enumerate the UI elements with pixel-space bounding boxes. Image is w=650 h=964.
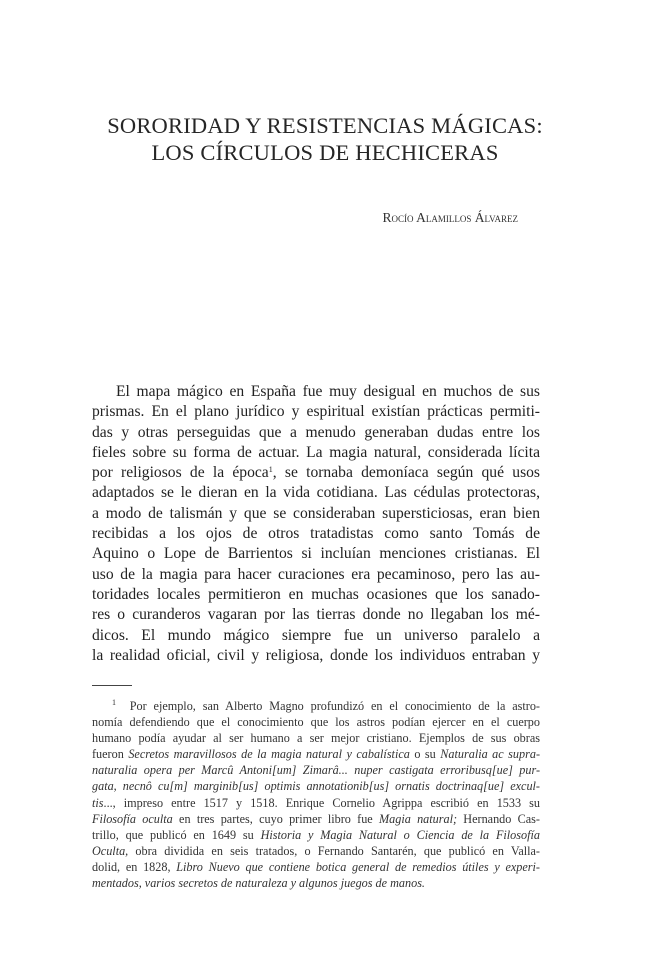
- book-title: Naturalia ac supra-: [440, 747, 541, 762]
- footnote-line: humano podía ayudar al ser humano a ser mejor cristiano. Ejemplos de sus obras: [92, 731, 540, 746]
- footnote-reference[interactable]: 1: [268, 465, 273, 475]
- footnote-line: [92, 795, 540, 811]
- footnote-divider: [92, 685, 132, 686]
- footnote: [92, 698, 540, 891]
- body-line: prismas. En el plano jurídico y espiritual existían prácticas permiti-: [92, 403, 540, 421]
- book-title: Filosofía oculta: [92, 811, 173, 826]
- footnote-line: [92, 762, 540, 778]
- book-title: Oculta,: [92, 843, 129, 858]
- body-line: toridades locales permitieron en muchas ocasiones que los sanado-: [92, 585, 540, 603]
- body-text: por religiosos de la época: [92, 464, 269, 482]
- footnote-line: [92, 778, 540, 794]
- footnote-line: [92, 859, 540, 875]
- footnote-text: Hernando Cas-: [457, 811, 540, 826]
- book-title: mentados, varios secretos de naturaleza y algunos juegos de manos.: [92, 876, 425, 891]
- body-text: , se tornaba demoníaca según qué usos: [272, 464, 540, 482]
- body-line: dicos. El mundo mágico siempre fue un universo paralelo a: [92, 626, 540, 644]
- body-paragraph: [92, 382, 540, 666]
- body-line: adaptados se le dieran en la vida cotidiana. Las cédulas protectoras,: [92, 484, 540, 502]
- body-line: fieles sobre su forma de actuar. La magia natural, considerada lícita: [92, 443, 540, 461]
- book-title: naturalia opera per Marcû Antoni[um] Zimarâ... nuper castigata erroribusq[ue] pur-: [92, 763, 540, 778]
- chapter-title-line-1: SORORIDAD Y RESISTENCIAS MÁGICAS:: [107, 113, 543, 138]
- footnote-line: [92, 811, 540, 827]
- book-title: Historia y Magia Natural o Ciencia de la Filosofía: [260, 827, 540, 842]
- body-line: Aquino o Lope de Barrientos si incluían menciones cristianas. El: [92, 545, 540, 563]
- body-line: res o curanderos vagaran por las tierras donde no llegaban los mé-: [92, 606, 540, 624]
- body-line: la realidad oficial, civil y religiosa, donde los individuos entraban y: [92, 646, 540, 664]
- footnote-text: en tres partes, cuyo primer libro fue: [172, 811, 379, 826]
- footnote-text: obra dividida en seis tratados, o Fernando Santarén, que publicó en Valla-: [128, 843, 540, 858]
- footnote-text: fueron: [92, 747, 129, 762]
- body-line: El mapa mágico en España fue muy desigual en muchos de sus: [116, 383, 540, 400]
- footnote-line: [92, 843, 540, 859]
- body-line: a modo de talismán y que se consideraban supersticiosas, eran bien: [92, 504, 540, 522]
- chapter-title: [90, 112, 560, 166]
- book-title: gata, necnô cu[m] marginib[us] optimis annotationib[us] ornatis doctrinaq[ue] excul-: [92, 779, 540, 794]
- footnote-line: [92, 875, 540, 891]
- footnote-line: [92, 746, 540, 762]
- footnote-line: [92, 827, 540, 843]
- footnote-text: Por ejemplo, san Alberto Magno profundizó en el conocimiento de la astro-: [129, 699, 540, 713]
- footnote-line: [92, 698, 540, 714]
- book-title: tis: [92, 795, 104, 810]
- body-line: [92, 463, 540, 483]
- book-title: Libro Nuevo que contiene botica general de remedios útiles y experi-: [176, 859, 540, 874]
- book-title: Secretos maravillosos de la magia natural y cabalística: [128, 747, 410, 762]
- footnote-text: o su: [409, 747, 441, 762]
- footnote-line: nomía defendiendo que el conocimiento que los astros podían ejercer en el cuerpo: [92, 715, 540, 730]
- footnote-text: ..., impreso entre 1517 y 1518. Enrique Cornelio Agrippa escribió en 1533 su: [103, 795, 540, 810]
- footnote-number: 1: [112, 698, 116, 707]
- author-name: Rocío Alamillos Álvarez: [382, 210, 518, 225]
- chapter-title-line-2: LOS CÍRCULOS DE HECHICERAS: [151, 140, 499, 165]
- footnote-text: trillo, que publicó en 1649 su: [92, 827, 261, 842]
- body-line: das y otras perseguidas que a menudo generaban dudas entre los: [92, 423, 540, 441]
- book-title: Magia natural;: [378, 811, 458, 826]
- body-line: uso de la magia para hacer curaciones era pecaminoso, pero las au-: [92, 565, 540, 583]
- footnote-text: dolid, en 1828,: [92, 859, 177, 874]
- body-line: recibidas a los ojos de otros tratadistas como santo Tomás de: [92, 525, 540, 543]
